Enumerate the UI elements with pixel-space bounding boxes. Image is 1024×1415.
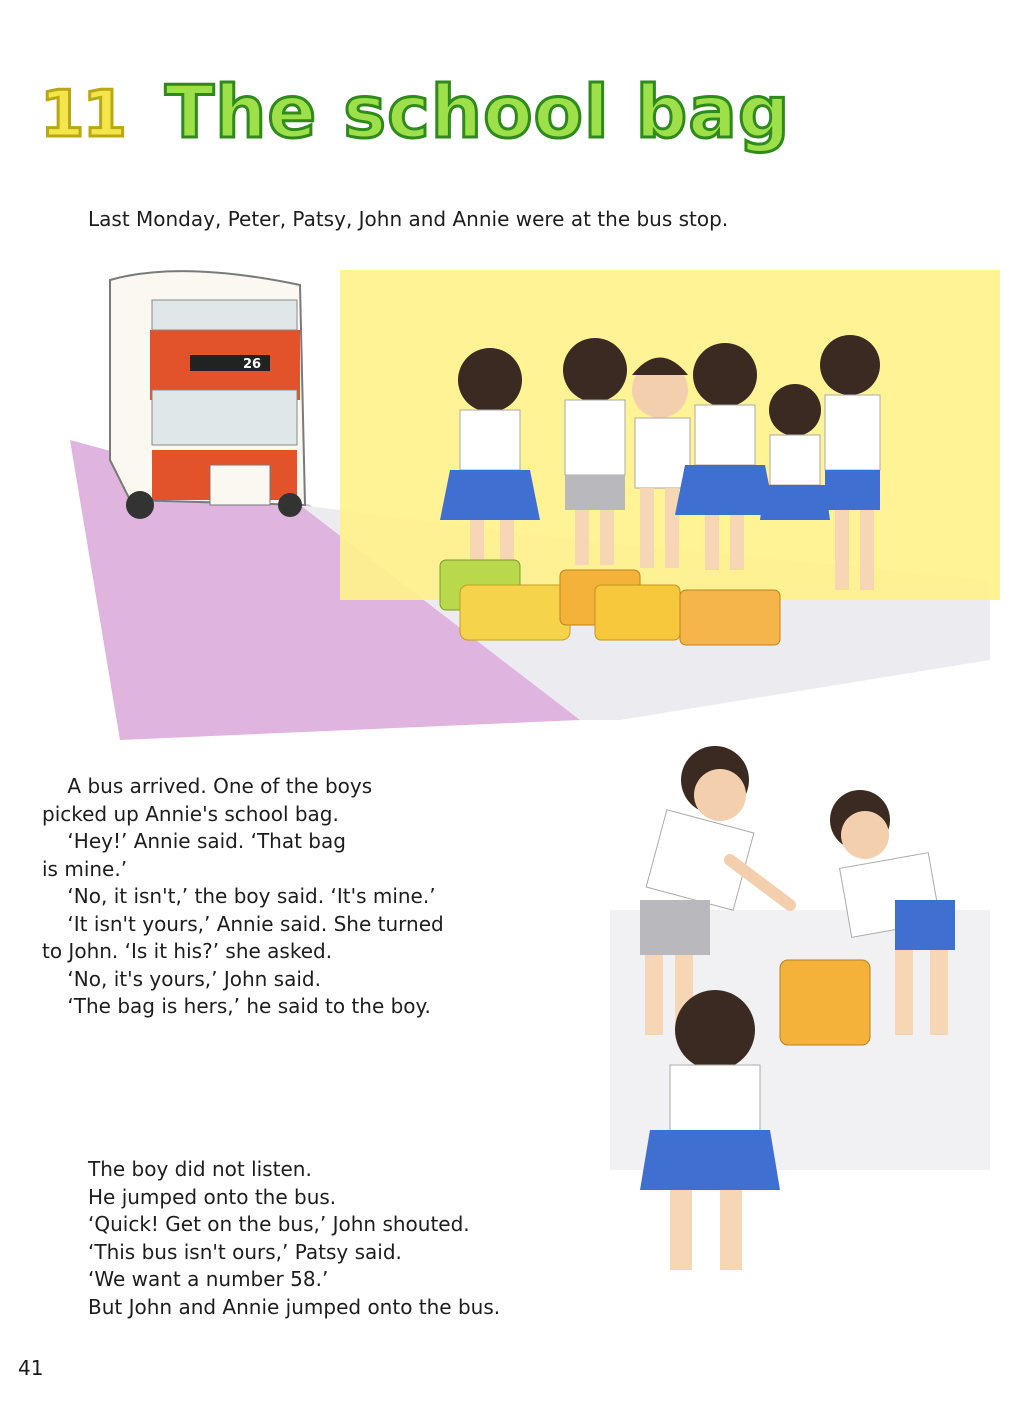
child-girl-3 xyxy=(760,384,830,520)
annies-school-bag xyxy=(780,960,870,1045)
intro-text: Last Monday, Peter, Patsy, John and Annie were at the bus stop. xyxy=(88,207,729,231)
school-bag-orange-2 xyxy=(680,590,780,645)
story-line: He jumped onto the bus. xyxy=(88,1184,337,1209)
story-line: picked up Annie's school bag. xyxy=(42,801,339,826)
story-line: ‘It isn't yours,’ Annie said. She turned xyxy=(42,911,444,936)
double-decker-bus xyxy=(110,271,305,519)
story-line: ‘The bag is hers,’ he said to the boy. xyxy=(42,994,431,1018)
story-line: ‘Hey!’ Annie said. ‘That bag xyxy=(42,829,346,853)
bus-route-number: 26 xyxy=(243,357,262,372)
page-number: 41 xyxy=(18,1356,44,1380)
story-line: ‘This bus isn't ours,’ Patsy said. xyxy=(88,1239,402,1264)
story-line: The boy did not listen. xyxy=(88,1157,312,1181)
lesson-number: 11 xyxy=(40,78,126,152)
lesson-heading xyxy=(30,70,930,154)
story-line: ‘Quick! Get on the bus,’ John shouted. xyxy=(88,1212,470,1236)
lesson-title: The school bag xyxy=(165,70,791,154)
school-bag-yellow-1 xyxy=(460,585,570,640)
story-part-1 xyxy=(42,773,444,1021)
story-line: A bus arrived. One of the boys xyxy=(42,774,373,798)
story-line: ‘No, it's yours,’ John said. xyxy=(42,966,321,991)
story-line: ‘We want a number 58.’ xyxy=(88,1267,329,1291)
bus-stop-illustration xyxy=(60,240,1010,760)
story-line: But John and Annie jumped onto the bus. xyxy=(88,1294,501,1319)
bag-argument-illustration xyxy=(610,740,990,1300)
story-line: to John. ‘Is it his?’ she asked. xyxy=(42,939,333,963)
story-part-2 xyxy=(88,1156,500,1321)
school-bag-yellow-2 xyxy=(595,585,680,640)
story-line: is mine.’ xyxy=(42,856,128,881)
story-line: ‘No, it isn't,’ the boy said. ‘It's mine.’ xyxy=(42,884,436,908)
